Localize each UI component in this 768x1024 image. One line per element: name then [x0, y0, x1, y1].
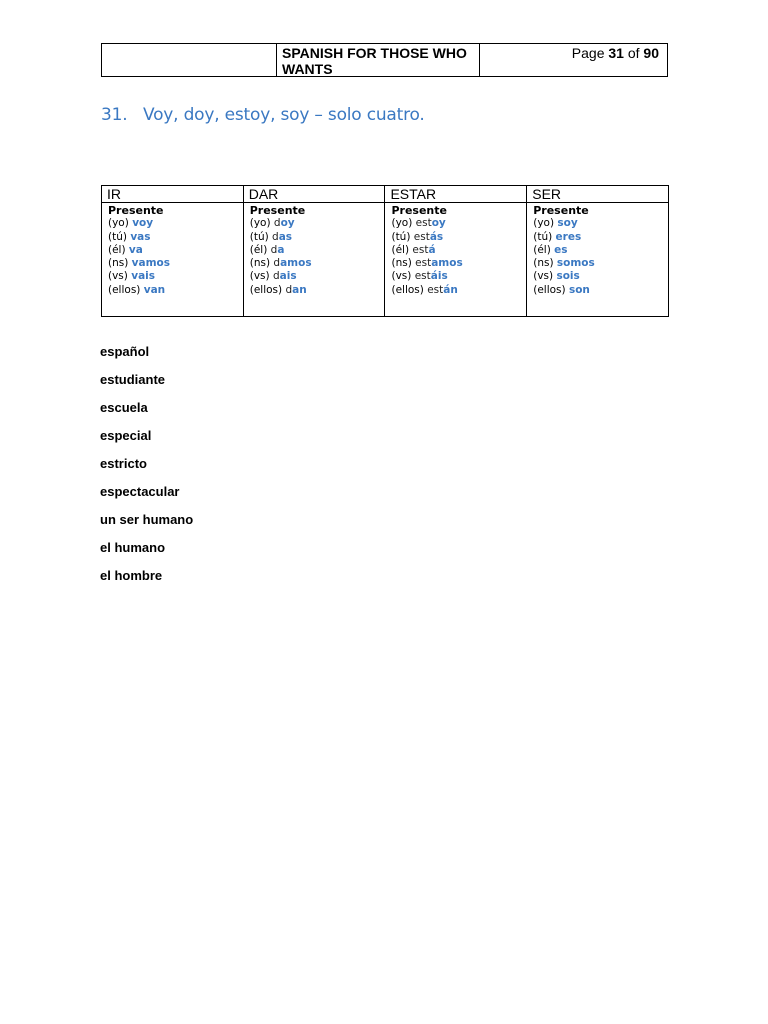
- conjugation-cell-ser: [527, 203, 669, 317]
- pronoun: (ns): [249, 257, 271, 270]
- verb-header-ir: IR: [102, 186, 244, 203]
- vocab-item: un ser humano: [100, 512, 194, 527]
- verb-stem: d: [273, 217, 281, 230]
- verb-ending: oy: [431, 217, 446, 230]
- vocab-item: escuela: [100, 400, 148, 415]
- verb-stem: est: [413, 230, 430, 243]
- verb-ending: soy: [557, 217, 578, 230]
- verb-header-estar: ESTAR: [385, 186, 527, 203]
- conjugation-form: [533, 270, 668, 283]
- verb-stem: est: [412, 243, 429, 256]
- verb-ending: as: [278, 230, 293, 243]
- pronoun: (tú): [533, 230, 553, 243]
- verb-stem: d: [270, 243, 278, 256]
- conjugation-form: [250, 244, 385, 257]
- pronoun: (yo): [108, 217, 129, 230]
- conjugation-form: [108, 284, 243, 297]
- conjugation-form: [533, 217, 668, 230]
- verb-ending: vas: [130, 230, 151, 243]
- verb-ending: sois: [556, 270, 580, 283]
- pronoun: (yo): [249, 217, 271, 230]
- verb-ending: eres: [555, 230, 582, 243]
- vocab-item: el humano: [100, 540, 166, 555]
- verb-ending: van: [143, 283, 166, 296]
- verb-stem: d: [272, 230, 279, 243]
- verb-ending: va: [128, 243, 143, 256]
- vocab-item: estudiante: [100, 372, 166, 387]
- pronoun: (vs): [249, 270, 270, 283]
- conjugation-form: [108, 270, 243, 283]
- conjugation-form: [250, 257, 385, 270]
- conjugation-cell-estar: [385, 203, 527, 317]
- conjugation-form: [391, 284, 526, 297]
- conjugation-form: [108, 244, 243, 257]
- pronoun: (tú): [108, 230, 127, 243]
- pronoun: (yo): [533, 217, 555, 230]
- pronoun: (yo): [391, 217, 413, 230]
- conjugation-form: [391, 257, 526, 270]
- pronoun: (ellos): [391, 283, 424, 296]
- verb-ending: amos: [280, 257, 312, 270]
- conjugation-form: [533, 284, 668, 297]
- pronoun: (ellos): [108, 283, 141, 296]
- pronoun: (ns): [391, 257, 412, 270]
- vocabulary-list: [100, 343, 193, 595]
- conjugation-form: [391, 244, 526, 257]
- pronoun: (tú): [249, 230, 269, 243]
- header-page-number: [480, 44, 667, 76]
- verb-header-dar: DAR: [243, 186, 385, 203]
- vocab-item: espectacular: [100, 484, 180, 499]
- conjugation-form: [533, 257, 668, 270]
- conjugation-form: [533, 231, 668, 244]
- tense-label: Presente: [249, 204, 306, 217]
- pronoun: (él): [391, 243, 410, 256]
- verb-ending: án: [443, 283, 458, 296]
- verb-ending: amos: [431, 257, 463, 270]
- pronoun: (ns): [533, 257, 554, 270]
- heading-text: Voy, doy, estoy, soy – solo cuatro.: [143, 105, 425, 125]
- verb-ending: a: [277, 243, 285, 256]
- conjugation-cell-dar: [243, 203, 385, 317]
- verb-stem: d: [272, 270, 280, 283]
- pronoun: (ellos): [533, 283, 566, 296]
- page-word: Page: [571, 45, 605, 61]
- header-empty-cell: [102, 44, 277, 76]
- verb-stem: est: [427, 283, 444, 296]
- verb-ending: á: [428, 243, 436, 256]
- section-heading: [101, 105, 425, 125]
- page-current: 31: [608, 45, 624, 61]
- tense-label: Presente: [108, 204, 164, 217]
- verb-ending: ás: [429, 230, 444, 243]
- verb-ending: es: [554, 243, 568, 256]
- pronoun: (ns): [108, 257, 129, 270]
- tense-label: Presente: [533, 204, 589, 217]
- conjugation-table: [101, 185, 669, 317]
- verb-stem: est: [415, 257, 432, 270]
- conjugation-form: [250, 270, 385, 283]
- table-header-row: [102, 186, 669, 203]
- conjugation-form: [108, 217, 243, 230]
- verb-ending: vais: [131, 270, 156, 283]
- pronoun: (vs): [108, 270, 128, 283]
- page-header: [101, 43, 668, 77]
- conjugation-form: [533, 244, 668, 257]
- verb-ending: somos: [556, 257, 595, 270]
- conjugation-form: [108, 231, 243, 244]
- conjugation-form: [250, 231, 385, 244]
- verb-stem: d: [285, 283, 293, 296]
- page-of: of: [627, 45, 640, 61]
- pronoun: (él): [249, 243, 268, 256]
- vocab-item: el hombre: [100, 568, 163, 583]
- conjugation-form: [250, 284, 385, 297]
- header-title: SPANISH FOR THOSE WHO WANTS: [277, 44, 480, 76]
- conjugation-form: [250, 217, 385, 230]
- table-body-row: [102, 203, 669, 317]
- page-total: 90: [643, 45, 659, 61]
- verb-ending: son: [568, 283, 590, 296]
- verb-stem: est: [414, 270, 431, 283]
- pronoun: (él): [533, 243, 551, 256]
- verb-ending: vamos: [131, 257, 171, 270]
- pronoun: (ellos): [249, 283, 283, 296]
- conjugation-form: [391, 231, 526, 244]
- pronoun: (él): [108, 243, 126, 256]
- verb-ending: ais: [279, 270, 297, 283]
- verb-ending: oy: [280, 217, 295, 230]
- pronoun: (tú): [391, 230, 411, 243]
- verb-stem: est: [415, 217, 432, 230]
- verb-ending: an: [292, 283, 307, 296]
- pronoun: (vs): [533, 270, 554, 283]
- conjugation-form: [391, 270, 526, 283]
- verb-stem: d: [273, 257, 281, 270]
- conjugation-form: [108, 257, 243, 270]
- pronoun: (vs): [391, 270, 412, 283]
- conjugation-form: [391, 217, 526, 230]
- tense-label: Presente: [391, 204, 447, 217]
- vocab-item: español: [100, 344, 150, 359]
- verb-ending: áis: [430, 270, 448, 283]
- verb-header-ser: SER: [527, 186, 669, 203]
- vocab-item: especial: [100, 428, 152, 443]
- verb-ending: voy: [132, 217, 154, 230]
- conjugation-cell-ir: [102, 203, 244, 317]
- vocab-item: estricto: [100, 456, 147, 471]
- heading-number: 31.: [101, 105, 128, 125]
